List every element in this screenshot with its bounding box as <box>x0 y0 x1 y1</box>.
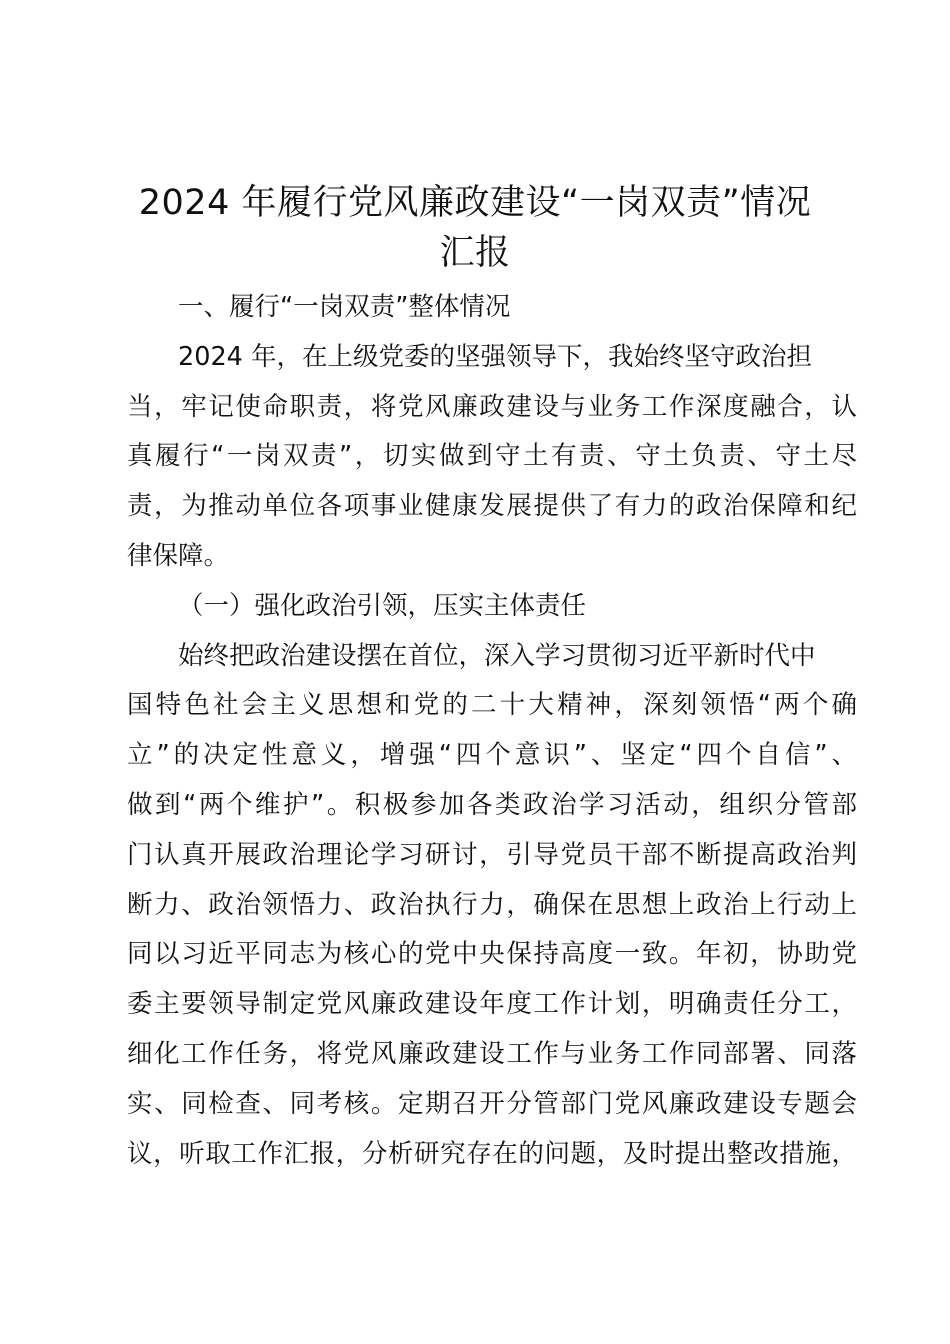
paragraph-line: 断力、政治领悟力、政治执行力，确保在思想上政治上行动上 <box>127 889 857 920</box>
paragraph-line: 律保障。 <box>127 540 230 571</box>
paragraph-line: 真履行“一岗双责”，切实做到守土有责、守土负责、守土尽 <box>127 441 857 472</box>
paragraph-line: 做到“两个维护”。积极参加各类政治学习活动，组织分管部 <box>127 789 857 820</box>
paragraph-line: 委主要领导制定党风廉政建设年度工作计划，明确责任分工， <box>127 989 857 1020</box>
title-line-1: 2024 年履行党风廉政建设“一岗双责”情况 <box>138 183 812 223</box>
document-body <box>127 283 857 1179</box>
section-heading-2: （一）强化政治引领，压实主体责任 <box>178 590 587 621</box>
paragraph-line: 门认真开展政治理论学习研讨，引导党员干部不断提高政治判 <box>127 839 857 870</box>
paragraph-line: 当，牢记使命职责，将党风廉政建设与业务工作深度融合，认 <box>127 391 857 422</box>
paragraph-line: 实、同检查、同考核。定期召开分管部门党风廉政建设专题会 <box>127 1088 857 1119</box>
document-title <box>100 178 850 278</box>
section-heading-1: 一、履行“一岗双责”整体情况 <box>178 292 511 322</box>
title-line-2: 汇报 <box>439 233 511 273</box>
paragraph-line: 议，听取工作汇报，分析研究存在的问题，及时提出整改措施， <box>127 1138 857 1169</box>
paragraph-line: 责，为推动单位各项事业健康发展提供了有力的政治保障和纪 <box>127 491 857 522</box>
paragraph-line: 细化工作任务，将党风廉政建设工作与业务工作同部署、同落 <box>127 1038 857 1069</box>
paragraph-line: 2024 年，在上级党委的坚强领导下，我始终坚守政治担 <box>178 341 813 372</box>
paragraph-line: 始终把政治建设摆在首位，深入学习贯彻习近平新时代中 <box>178 640 816 671</box>
paragraph-line: 立”的决定性意义，增强“四个意识”、坚定“四个自信”、 <box>127 740 857 771</box>
paragraph-line: 国特色社会主义思想和党的二十大精神，深刻领悟“两个确 <box>127 690 857 721</box>
paragraph-line: 同以习近平同志为核心的党中央保持高度一致。年初，协助党 <box>127 939 857 970</box>
